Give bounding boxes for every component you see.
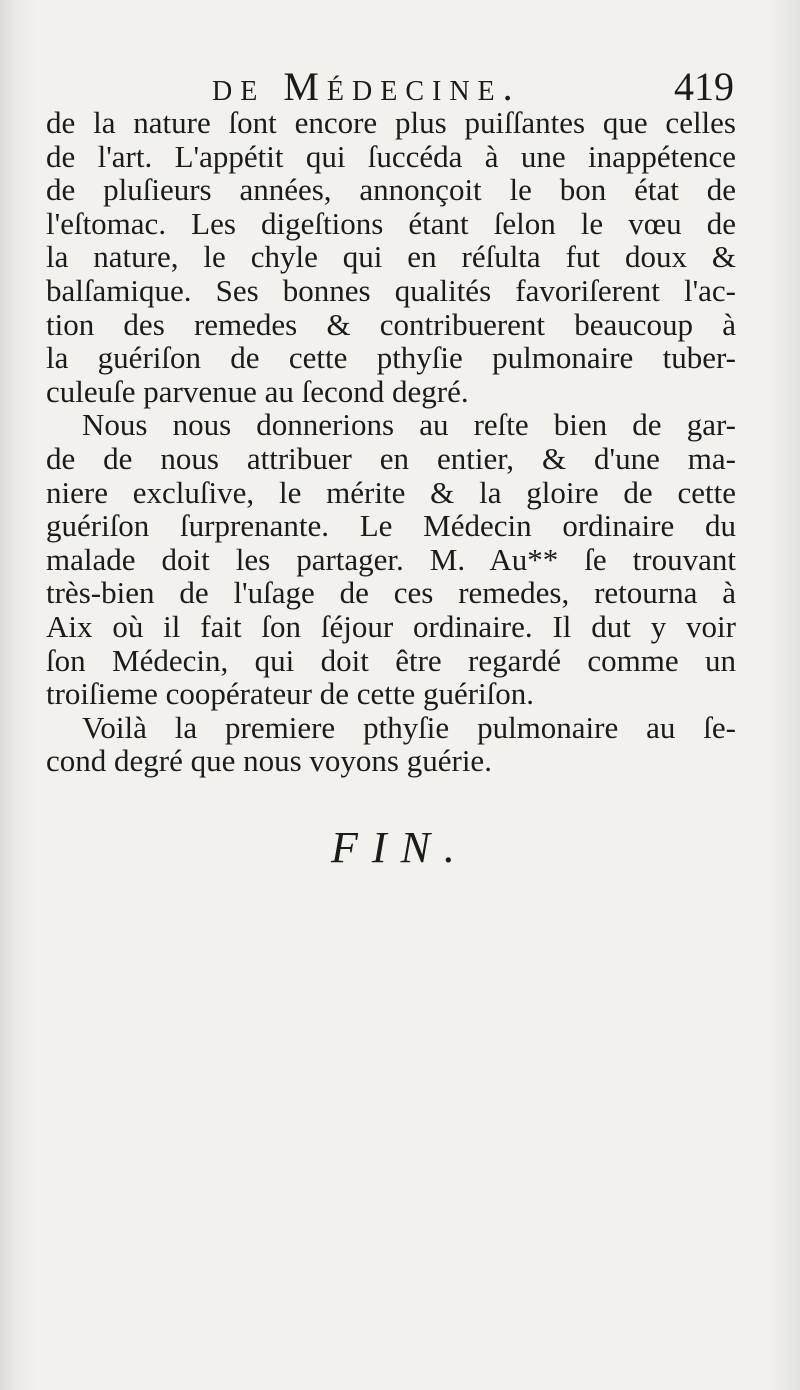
text-line: très-bien de l'uſage de ces remedes, retourna à xyxy=(46,575,736,611)
text-line: balſamique. Ses bonnes qualités favoriſerent l'ac- xyxy=(46,272,736,308)
text-line: guériſon ſurprenante. Le Médecin ordinaire du xyxy=(46,508,736,544)
text-line: troiſieme coopérateur de cette guériſon. xyxy=(46,676,535,712)
running-head-title: de Médecine. xyxy=(212,64,521,109)
text-line: cond degré que nous voyons guérie. xyxy=(46,743,492,779)
closing-fin: FIN. xyxy=(331,823,469,872)
text-line: Aix où il fait ſon ſéjour ordinaire. Il dut y voir xyxy=(46,608,736,644)
text-line: niere excluſive, le mérite & la gloire de cette xyxy=(46,474,736,510)
text-line: de l'art. L'appétit qui ſuccéda à une inappétence xyxy=(46,138,736,174)
text-line: de la nature ſont encore plus puiſſantes que celles xyxy=(46,105,736,140)
text-line: de de nous attribuer en entier, & d'une ma- xyxy=(46,440,736,476)
text-line: malade doit les partager. M. Au** ſe trouvant xyxy=(46,541,736,577)
text-line: Nous nous donnerions au reſte bien de gar- xyxy=(82,407,736,443)
text-line: Voilà la premiere pthyſie pulmonaire au ſe- xyxy=(82,709,736,745)
text-line: ſon Médecin, qui doit être regardé comme un xyxy=(46,642,736,678)
text-line: la guériſon de cette pthyſie pulmonaire tuber- xyxy=(46,340,736,376)
text-line: de pluſieurs années, annonçoit le bon état de xyxy=(46,172,736,208)
page-number: 419 xyxy=(674,64,734,109)
text-line: culeuſe parvenue au ſecond degré. xyxy=(46,373,469,409)
text-line: la nature, le chyle qui en réſulta fut doux & xyxy=(46,239,736,275)
text-line: tion des remedes & contribuerent beaucoup à xyxy=(46,306,736,342)
body-text xyxy=(46,106,736,778)
text-line: l'eſtomac. Les digeſtions étant ſelon le vœu de xyxy=(46,205,736,241)
